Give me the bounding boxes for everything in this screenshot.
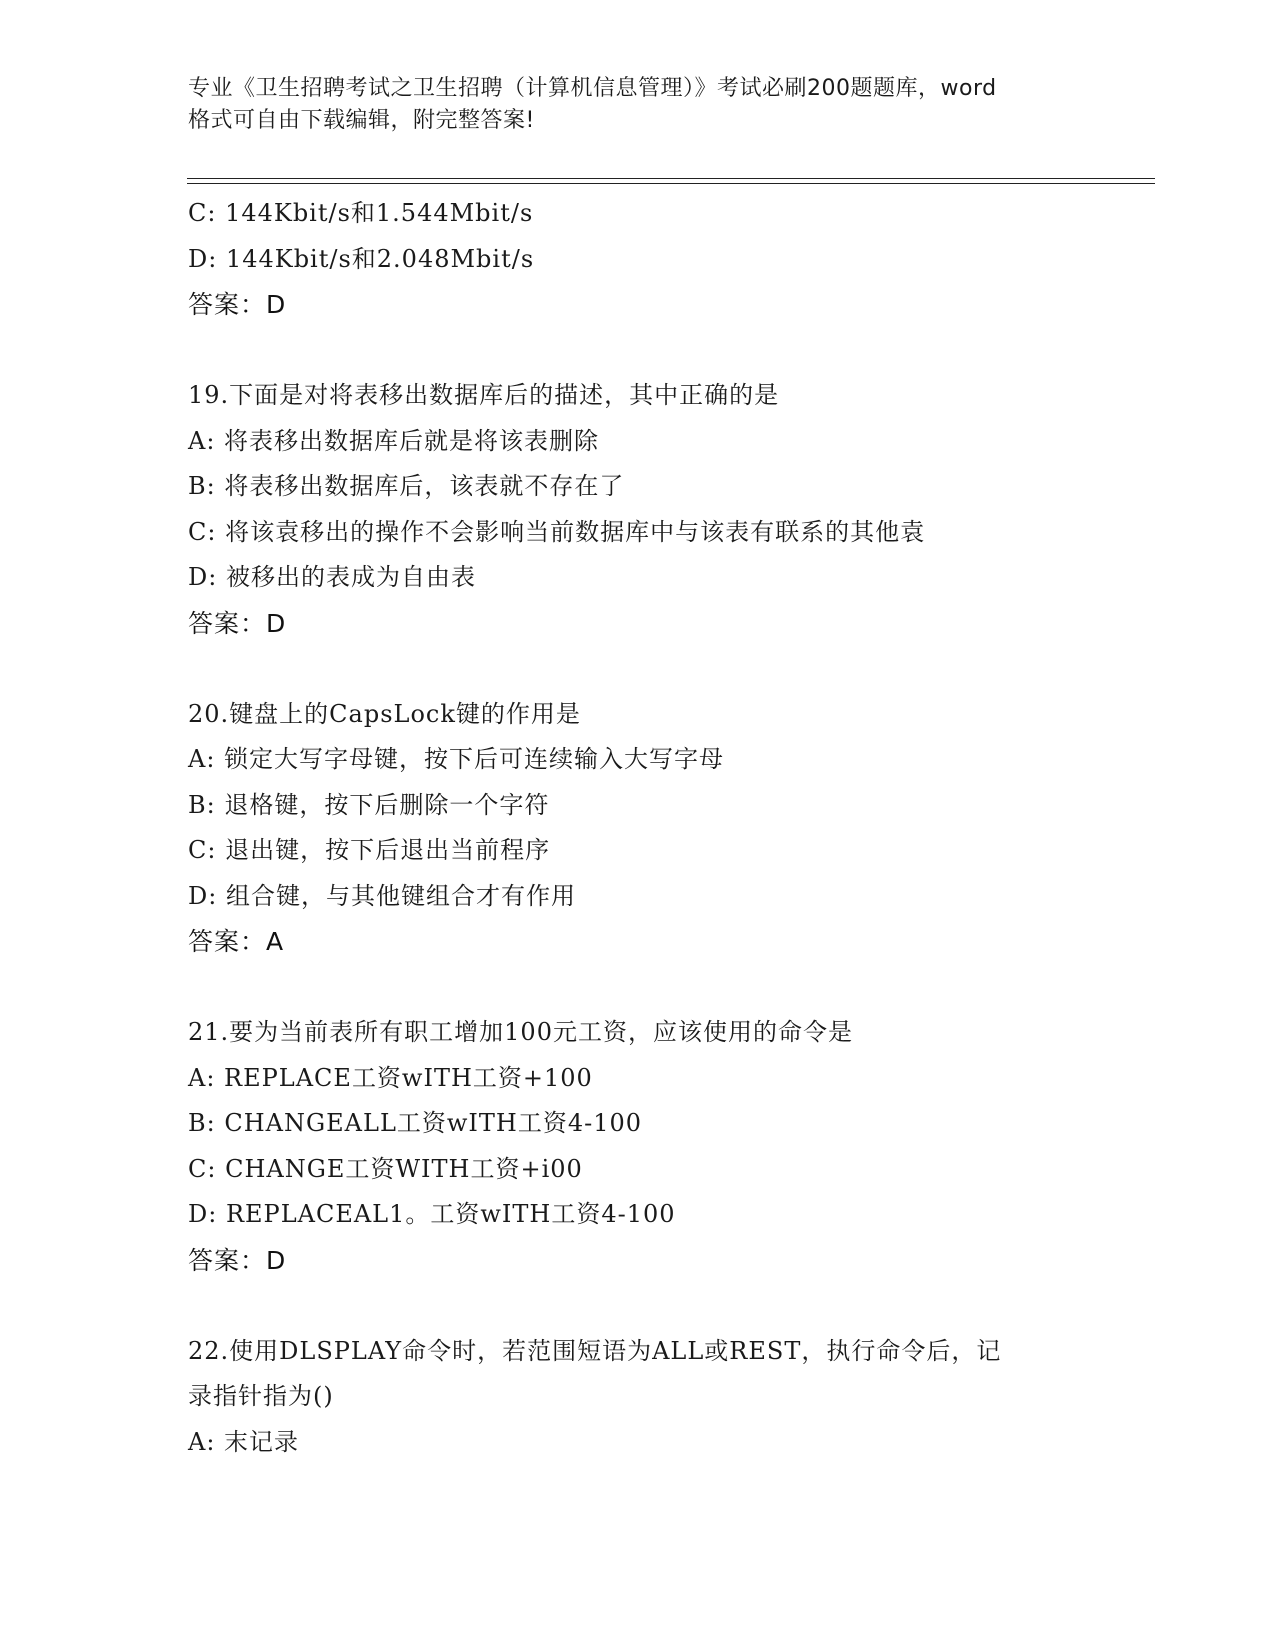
option-b: B: 退格键，按下后删除一个字符 [188,790,550,819]
header-divider-top [187,178,1155,179]
spacer [188,328,1088,374]
answer-line: 答案：D [188,608,287,638]
option-c: C: 144Kbit/s和1.544Mbit/s [188,199,534,227]
question-22 [188,1329,1088,1466]
spacer [188,965,1088,1011]
option-b: B: 将表移出数据库后，该表就不存在了 [188,472,625,500]
option-d: D: 被移出的表成为自由表 [188,563,476,591]
header-line-2: 格式可自由下载编辑，附完整答案! [188,108,535,133]
spacer [188,1283,1088,1329]
question-stem-line-1: 22.使用DLSPLAY命令时，若范围短语为ALL或REST，执行命令后，记 [188,1336,1002,1365]
question-stem-line-2: 录指针指为() [188,1382,334,1410]
spacer [188,646,1088,692]
answer-line: 答案：D [188,290,287,319]
question-stem: 19.下面是对将表移出数据库后的描述，其中正确的是 [188,381,780,409]
option-c: C: 将该袁移出的操作不会影响当前数据库中与该表有联系的其他袁 [188,517,926,546]
question-stem: 20.键盘上的CapsLock键的作用是 [188,699,581,728]
answer-line: 答案：A [188,927,285,956]
question-20 [188,692,1088,965]
document-header [188,73,1088,137]
question-list [188,191,1088,1465]
header-divider-bottom [187,183,1155,184]
question-19 [188,373,1088,646]
question-stem: 21.要为当前表所有职工增加100元工资，应该使用的命令是 [188,1018,853,1046]
option-a: A: 锁定大写字母键，按下后可连续输入大写字母 [188,745,725,773]
option-d: D: 144Kbit/s和2.048Mbit/s [188,244,535,273]
option-c: C: CHANGE工资WITH工资+i00 [188,1154,583,1183]
option-d: D: 组合键，与其他键组合才有作用 [188,881,576,910]
option-d: D: REPLACEAL1。工资wITH工资4-100 [188,1200,676,1228]
answer-line: 答案：D [188,1245,287,1275]
question-21 [188,1010,1088,1283]
option-a: A: REPLACE工资wITH工资+100 [188,1063,593,1092]
question-18-continued [188,191,1088,328]
option-b: B: CHANGEALL工资wITH工资4-100 [188,1109,643,1137]
option-a: A: 末记录 [188,1427,300,1456]
option-c: C: 退出键，按下后退出当前程序 [188,836,551,864]
option-a: A: 将表移出数据库后就是将该表删除 [188,426,600,455]
header-line-1: 专业《卫生招聘考试之卫生招聘（计算机信息管理）》考试必刷200题题库，word [188,76,997,101]
